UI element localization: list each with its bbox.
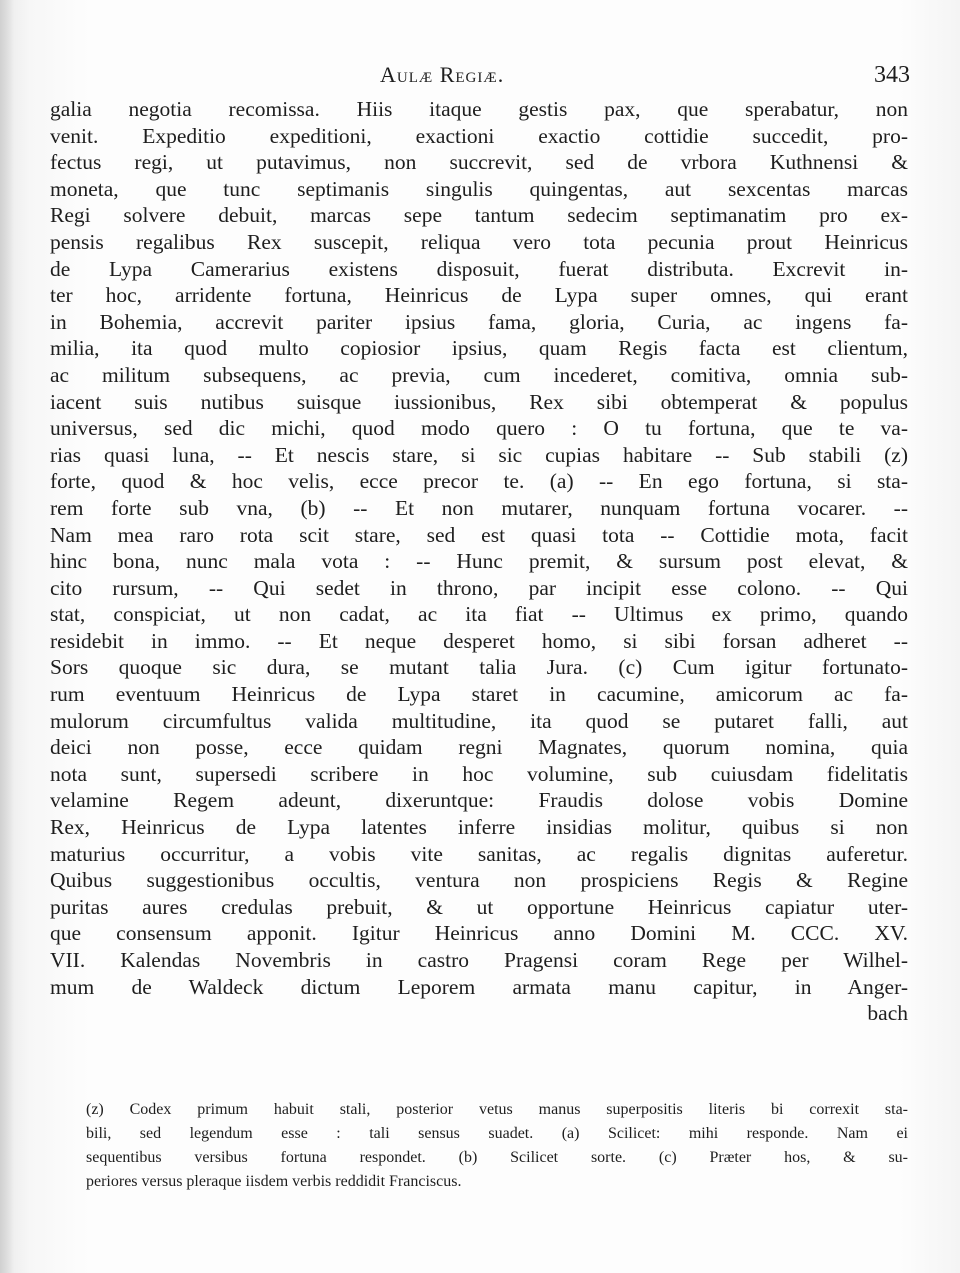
text-line: universus, sed dic michi, quod modo quero : O tu fortuna, que te va- (50, 416, 908, 441)
text-line: Sors quoque sic dura, se mutant talia Jura. (c) Cum igitur fortunato- (50, 655, 908, 680)
page-gutter-shadow (0, 0, 14, 1273)
text-line: pensis regalibus Rex suscepit, reliqua vero tota pecunia prout Heinricus (50, 229, 908, 254)
text-line: ter hoc, arridente fortuna, Heinricus de Lypa super omnes, qui erant (50, 283, 908, 308)
page-header (60, 62, 910, 98)
text-line: VII. Kalendas Novembris in castro Pragensi coram Rege per Wilhel- (50, 948, 908, 972)
footnote-line: sequentibus versibus fortuna respondet. (b) Scilicet sorte. (c) Præter hos, & su- (86, 1149, 908, 1166)
text-line: velamine Regem adeunt, dixeruntque: Fraudis dolose vobis Domine (50, 788, 908, 813)
text-line: moneta, que tunc septimanis singulis quingentas, aut sexcentas marcas (50, 176, 908, 201)
footnote-line: periores versus pleraque iisdem verbis reddidit Franciscus. (86, 1173, 462, 1190)
footnote-line: bili, sed legendum esse : tali sensus suadet. (a) Scilicet: mihi responde. Nam ei (86, 1125, 908, 1142)
text-line: stat, conspiciat, ut non cadat, ac ita fiat -- Ultimus ex primo, quando (50, 602, 908, 627)
text-line: mum de Waldeck dictum Leporem armata manu capitur, in Anger- (50, 974, 908, 999)
text-line: nota sunt, supersedi scribere in hoc volumine, sub cuiusdam fidelitatis (50, 761, 908, 786)
text-line: de Lypa Camerarius existens disposuit, fuerat distributa. Excrevit in- (50, 256, 908, 281)
text-line: rias quasi luna, -- Et nescis stare, si sic cupias habitare -- Sub stabili (z) (50, 442, 908, 467)
text-line: residebit in immo. -- Et neque desperet homo, si sibi forsan adheret -- (50, 628, 908, 653)
text-line: fectus regi, ut putavimus, non succrevit, sed de vrbora Kuthnensi & (50, 150, 908, 175)
text-line: milia, ita quod multo copiosior ipsius, quam Regis facta est clientum, (50, 336, 908, 361)
text-line: Rex, Heinricus de Lypa latentes inferre insidias molitur, quibus si non (50, 815, 908, 840)
text-line: rem forte sub vna, (b) -- Et non mutarer, nunquam fortuna vocarer. -- (50, 495, 908, 520)
text-line: iacent suis nutibus suisque iussionibus, Rex sibi obtemperat & populus (50, 389, 908, 414)
text-line: mulorum circumfultus valida multitudine, ita quod se putaret falli, aut (50, 708, 908, 733)
text-line: bach (867, 1001, 908, 1026)
running-head: Aulæ Regiæ. (380, 62, 505, 87)
footnote-line: (z) Codex primum habuit stali, posterior vetus manus superpositis literis bi correxit sta- (86, 1101, 908, 1118)
text-line: Quibus suggestionibus occultis, ventura non prospiciens Regis & Regine (50, 868, 908, 893)
text-line: in Bohemia, accrevit pariter ipsius fama, gloria, Curia, ac ingens fa- (50, 309, 908, 334)
text-line: venit. Expeditio expeditioni, exactioni exactio cottidie succedit, pro- (50, 123, 908, 148)
footnotes (86, 1098, 908, 1194)
text-line: puritas aures credulas prebuit, & ut opportune Heinricus capiatur uter- (50, 894, 908, 919)
text-line: Nam mea raro rota scit stare, sed est quasi tota -- Cottidie mota, facit (50, 522, 908, 547)
text-line: maturius occurritur, a vobis vite sanitas, ac regalis dignitas auferetur. (50, 841, 908, 866)
text-line: Regi solvere debuit, marcas sepe tantum sedecim septimanatim pro ex- (50, 203, 908, 228)
text-line: forte, quod & hoc velis, ecce precor te. (a) -- En ego fortuna, si sta- (50, 469, 908, 494)
text-line: cito rursum, -- Qui sedet in throno, par incipit esse colono. -- Qui (50, 575, 908, 600)
text-line: ac militum subsequens, ac previa, cum incederet, comitiva, omnia sub- (50, 362, 908, 387)
page-number: 343 (874, 62, 910, 88)
text-line: rum eventuum Heinricus de Lypa staret in cacumine, amicorum ac fa- (50, 682, 908, 707)
text-line: galia negotia recomissa. Hiis itaque gestis pax, que sperabatur, non (50, 97, 908, 121)
text-line: que consensum apponit. Igitur Heinricus anno Domini M. CCC. XV. (50, 921, 908, 946)
text-line: hinc bona, nunc mala vota : -- Hunc premit, & sursum post elevat, & (50, 549, 908, 574)
text-line: deici non posse, ecce quidam regni Magnates, quorum nomina, quia (50, 735, 908, 760)
main-text (50, 96, 908, 1027)
